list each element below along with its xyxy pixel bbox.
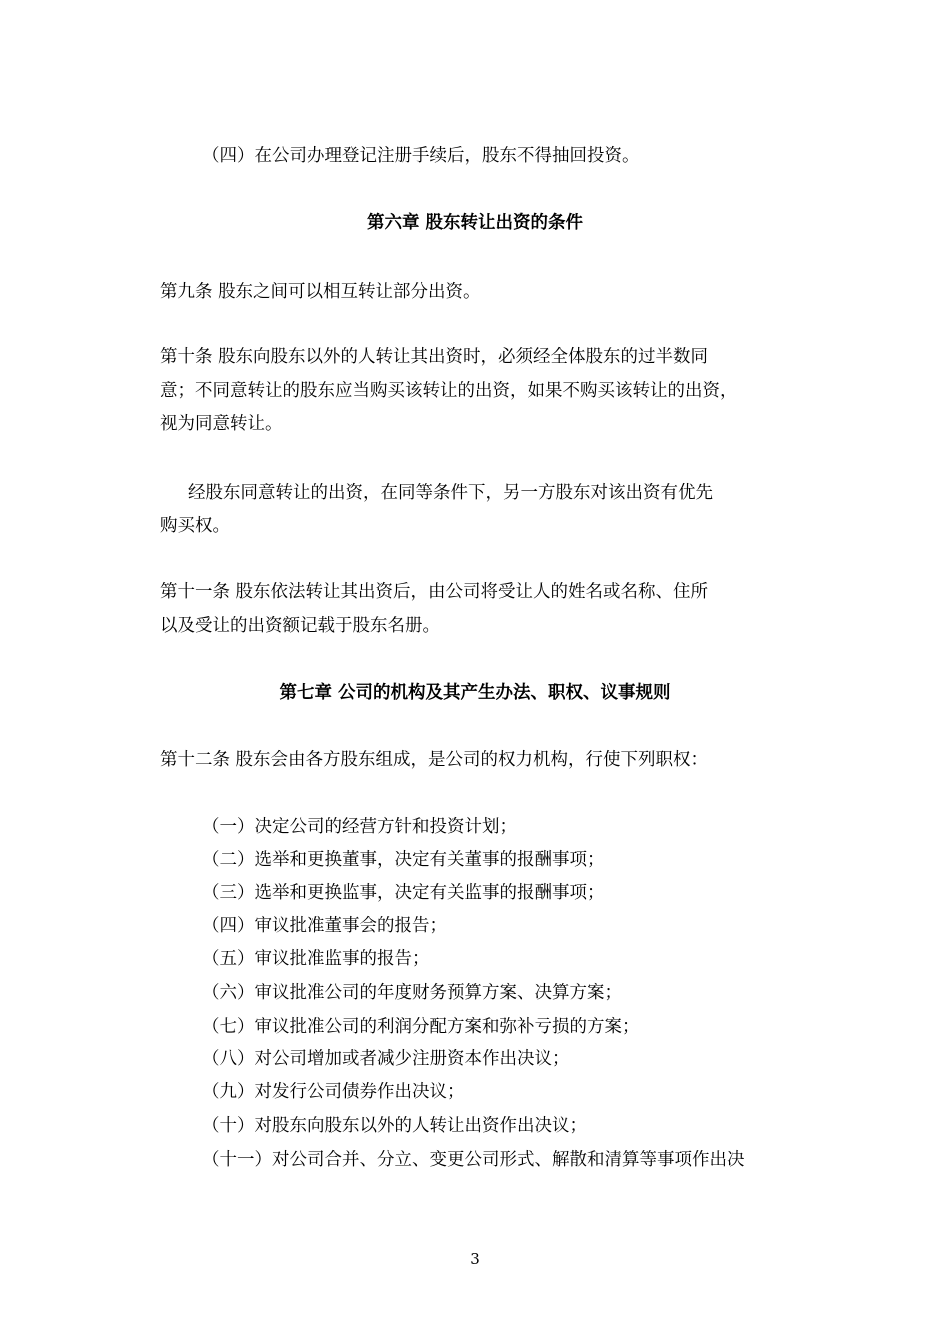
- power-item-1: （一）决定公司的经营方针和投资计划；: [202, 817, 517, 837]
- power-item-4: （四）审议批准董事会的报告；: [202, 916, 447, 936]
- power-item-6: （六）审议批准公司的年度财务预算方案、决算方案；: [202, 983, 622, 1003]
- power-item-2: （二）选举和更换董事，决定有关董事的报酬事项；: [202, 850, 605, 870]
- power-item-7: （七）审议批准公司的利润分配方案和弥补亏损的方案；: [202, 1017, 640, 1037]
- article-11-line-1: 第十一条 股东依法转让其出资后，由公司将受让人的姓名或名称、住所: [160, 582, 709, 602]
- power-item-10: （十）对股东向股东以外的人转让出资作出决议；: [202, 1116, 587, 1136]
- article-10-line-3: 视为同意转让。: [160, 414, 283, 434]
- power-item-8: （八）对公司增加或者减少注册资本作出决议；: [202, 1049, 570, 1069]
- article-12: 第十二条 股东会由各方股东组成，是公司的权力机构，行使下列职权：: [160, 750, 709, 770]
- power-item-5: （五）审议批准监事的报告；: [202, 949, 430, 969]
- page-number: 3: [470, 1250, 480, 1268]
- article-10-line-1: 第十条 股东向股东以外的人转让其出资时，必须经全体股东的过半数同: [160, 347, 709, 367]
- article-10-line-2: 意；不同意转让的股东应当购买该转让的出资，如果不购买该转让的出资，: [160, 381, 738, 401]
- chapter-6-heading: 第六章 股东转让出资的条件: [366, 213, 584, 233]
- power-item-11: （十一）对公司合并、分立、变更公司形式、解散和清算等事项作出决: [202, 1150, 745, 1170]
- article-11-line-2: 以及受让的出资额记载于股东名册。: [160, 616, 440, 636]
- preemption-line-2: 购买权。: [160, 516, 230, 536]
- preemption-line-1: 经股东同意转让的出资，在同等条件下，另一方股东对该出资有优先: [188, 483, 713, 503]
- article-9: 第九条 股东之间可以相互转让部分出资。: [160, 282, 481, 302]
- item-withdrawal-prohibition: （四）在公司办理登记注册手续后，股东不得抽回投资。: [202, 146, 640, 166]
- chapter-7-heading: 第七章 公司的机构及其产生办法、职权、议事规则: [279, 683, 671, 703]
- power-item-9: （九）对发行公司债券作出决议；: [202, 1082, 465, 1102]
- power-item-3: （三）选举和更换监事，决定有关监事的报酬事项；: [202, 883, 605, 903]
